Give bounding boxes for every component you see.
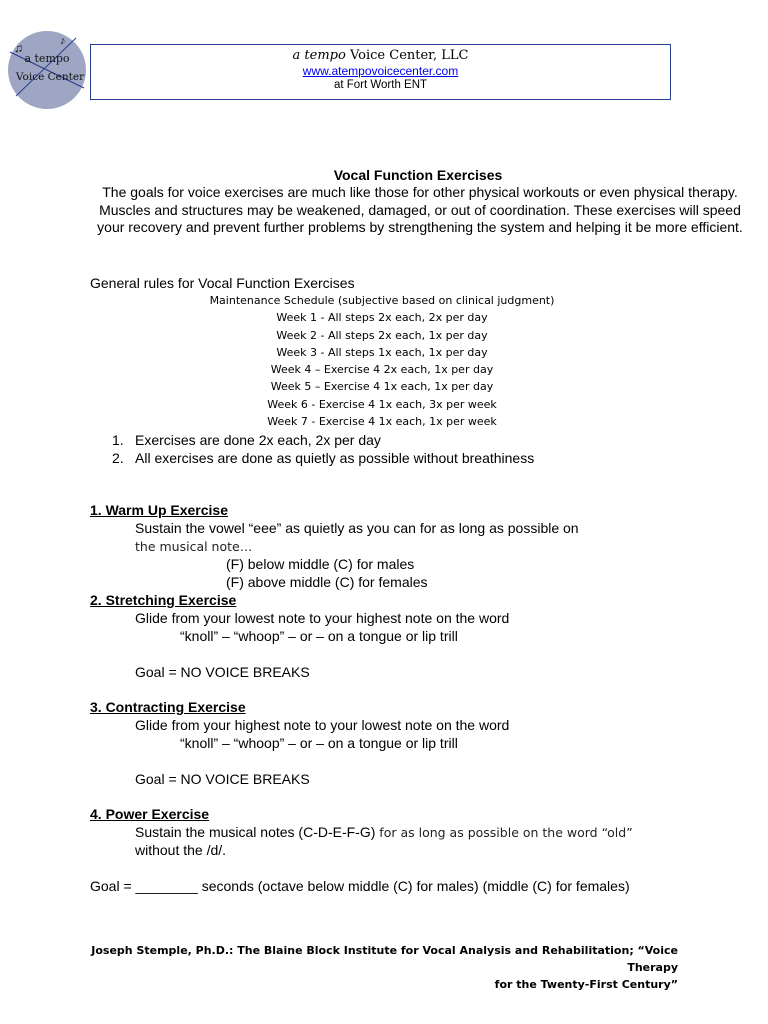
instruction-text: Glide from your lowest note to your highest note on the word: [135, 609, 510, 626]
logo-text-2: Voice Center: [15, 71, 85, 83]
schedule-heading: Maintenance Schedule (subjective based on clinical judgment): [209, 294, 555, 307]
section-heading: 4. Power Exercise: [90, 806, 210, 822]
schedule-week: Week 3 - All steps 1x each, 1x per day: [276, 345, 488, 359]
warm-up-section: [90, 502, 730, 592]
logo-graphic: [6, 30, 88, 110]
rules-heading: General rules for Vocal Function Exercises: [90, 275, 355, 291]
header-box: [90, 44, 671, 100]
instruction-text: Sustain the musical notes (C-D-E-F-G) for as long as possible on the word “old”: [135, 823, 633, 840]
list-item: 1. Exercises are done 2x each, 2x per day: [112, 432, 381, 448]
rules-list: [112, 431, 534, 467]
instruction-text: the musical note…: [135, 538, 253, 554]
music-note-icon: ♪: [60, 35, 66, 47]
footer-line: for the Twenty-First Century”: [494, 978, 678, 991]
instruction-text: “knoll” – “whoop” – or – on a tongue or lip trill: [180, 627, 458, 644]
schedule-week: Week 1 - All steps 2x each, 2x per day: [276, 311, 488, 325]
male-note: (F) below middle (C) for males: [226, 555, 415, 572]
instruction-text: without the /d/.: [135, 841, 227, 858]
logo-text-1: a tempo: [24, 52, 70, 65]
schedule-week: Week 4 – Exercise 4 2x each, 1x per day: [270, 363, 494, 377]
section-heading: 1. Warm Up Exercise: [90, 502, 228, 518]
music-note-icon: ♫: [14, 41, 23, 55]
section-heading: 3. Contracting Exercise: [90, 699, 246, 715]
goal-text: Goal = NO VOICE BREAKS: [135, 663, 310, 680]
page-title: Vocal Function Exercises: [333, 167, 503, 183]
intro-paragraph: The goals for voice exercises are much like those for other physical workouts or even physical therapy. Muscles and structures may be weakened, damaged, or out of coordination. These exercises will speed your recovery and prevent further problems by strengthening the system and helping it be more efficient.: [97, 184, 743, 235]
schedule-week: Week 5 – Exercise 4 1x each, 1x per day: [270, 380, 494, 394]
schedule-week: Week 6 - Exercise 4 1x each, 3x per week: [267, 397, 497, 411]
footer-line: Joseph Stemple, Ph.D.: The Blaine Block Institute for Vocal Analysis and Rehabilitation; “Voice Therapy: [91, 944, 678, 974]
schedule-week: Week 7 - Exercise 4 1x each, 1x per week: [267, 415, 497, 429]
power-section: [90, 806, 730, 896]
list-item: 2. All exercises are done as quietly as possible without breathiness: [112, 450, 535, 466]
section-heading: 2. Stretching Exercise: [90, 592, 237, 608]
logo: [6, 30, 88, 110]
stretching-section: [90, 592, 730, 682]
instruction-text: Glide from your highest note to your lowest note on the word: [135, 716, 510, 733]
contracting-section: [90, 699, 730, 789]
goal-text: Goal = NO VOICE BREAKS: [135, 770, 310, 787]
maintenance-schedule: [90, 292, 674, 430]
header-title: a tempo Voice Center, LLC: [292, 48, 469, 63]
schedule-week: Week 2 - All steps 2x each, 1x per day: [276, 328, 488, 342]
website-link[interactable]: www.atempovoicecenter.com: [302, 64, 459, 78]
footer-citation: [80, 942, 678, 993]
instruction-text: Sustain the vowel “eee” as quietly as you can for as long as possible on: [135, 519, 579, 536]
female-note: (F) above middle (C) for females: [226, 573, 428, 590]
instruction-text: “knoll” – “whoop” – or – on a tongue or lip trill: [180, 734, 458, 751]
goal-text: Goal = ________ seconds (octave below middle (C) for males) (middle (C) for females): [90, 877, 630, 894]
header-location: at Fort Worth ENT: [333, 79, 428, 91]
